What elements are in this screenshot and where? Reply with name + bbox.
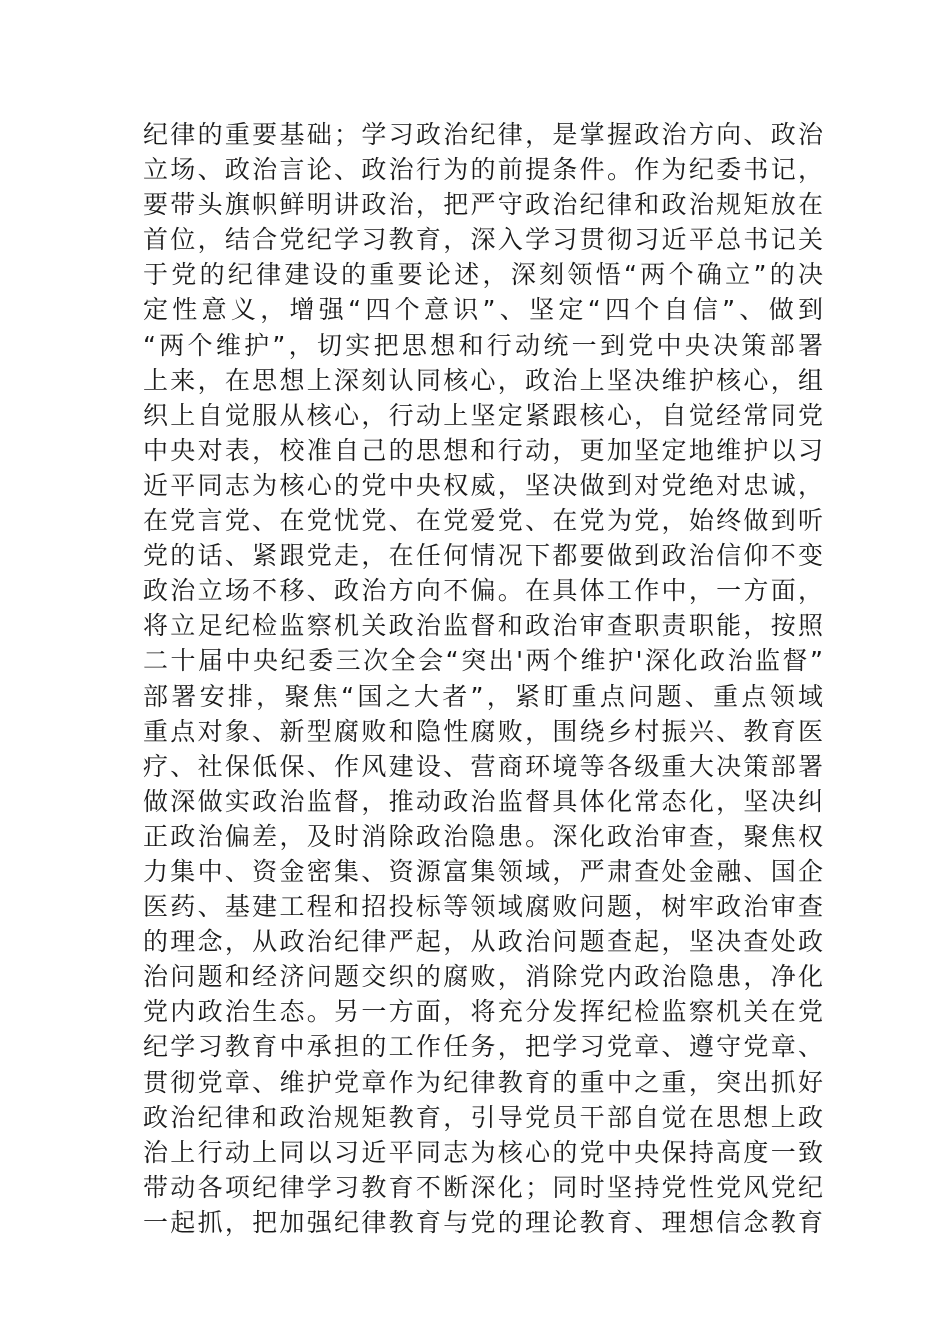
text-line: 定性意义，增强“四个意识”、坚定“四个自信”、做到 — [143, 295, 823, 325]
body-text — [143, 117, 823, 1240]
text-line: 要带头旗帜鲜明讲政治，把严守政治纪律和政治规矩放在 — [143, 190, 823, 220]
text-line: 带动各项纪律学习教育不断深化；同时坚持党性党风党纪 — [143, 1172, 823, 1202]
text-line: 治上行动上同以习近平同志为核心的党中央保持高度一致 — [143, 1137, 823, 1167]
text-line: 的理念，从政治纪律严起，从政治问题查起，坚决查处政 — [143, 927, 823, 957]
text-line: 纪律的重要基础；学习政治纪律，是掌握政治方向、政治 — [143, 120, 823, 149]
text-line: 疗、社保低保、作风建设、营商环境等各级重大决策部署 — [143, 751, 823, 781]
text-line: 织上自觉服从核心，行动上坚定紧跟核心，自觉经常同党 — [143, 400, 823, 430]
text-line: 做深做实政治监督，推动政治监督具体化常态化，坚决纠 — [143, 786, 823, 816]
text-line: 上来，在思想上深刻认同核心，政治上坚决维护核心，组 — [143, 365, 823, 395]
text-line: “两个维护”，切实把思想和行动统一到党中央决策部署 — [143, 330, 823, 360]
text-line: 贯彻党章、维护党章作为纪律教育的重中之重，突出抓好 — [143, 1067, 823, 1097]
text-line: 将立足纪检监察机关政治监督和政治审查职责职能，按照 — [143, 611, 823, 641]
text-line: 纪学习教育中承担的工作任务，把学习党章、遵守党章、 — [143, 1032, 823, 1062]
text-line: 重点对象、新型腐败和隐性腐败，围绕乡村振兴、教育医 — [143, 716, 823, 746]
text-line: 二十届中央纪委三次全会“突出'两个维护'深化政治监督” — [143, 646, 823, 676]
text-line: 近平同志为核心的党中央权威，坚决做到对党绝对忠诚， — [143, 470, 823, 500]
text-line: 力集中、资金密集、资源富集领域，严肃查处金融、国企 — [143, 856, 823, 886]
text-line: 中央对表，校准自己的思想和行动，更加坚定地维护以习 — [143, 435, 823, 465]
text-line: 政治纪律和政治规矩教育，引导党员干部自觉在思想上政 — [143, 1102, 823, 1132]
text-line: 医药、基建工程和招投标等领域腐败问题，树牢政治审查 — [143, 892, 823, 922]
text-line: 首位，结合党纪学习教育，深入学习贯彻习近平总书记关 — [143, 225, 823, 255]
text-line: 于党的纪律建设的重要论述，深刻领悟“两个确立”的决 — [143, 260, 823, 290]
text-line: 正政治偏差，及时消除政治隐患。深化政治审查，聚焦权 — [143, 821, 823, 851]
text-line: 党的话、紧跟党走，在任何情况下都要做到政治信仰不变 — [143, 541, 823, 571]
text-line: 治问题和经济问题交织的腐败，消除党内政治隐患，净化 — [143, 962, 823, 992]
text-line: 立场、政治言论、政治行为的前提条件。作为纪委书记， — [143, 155, 823, 185]
text-line: 在党言党、在党忧党、在党爱党、在党为党，始终做到听 — [143, 506, 823, 536]
text-line: 党内政治生态。另一方面，将充分发挥纪检监察机关在党 — [143, 997, 823, 1027]
text-line: 政治立场不移、政治方向不偏。在具体工作中，一方面， — [143, 576, 823, 606]
text-line: 部署安排，聚焦“国之大者”，紧盯重点问题、重点领域 — [143, 681, 823, 711]
text-line: 一起抓，把加强纪律教育与党的理论教育、理想信念教育 — [143, 1207, 823, 1237]
